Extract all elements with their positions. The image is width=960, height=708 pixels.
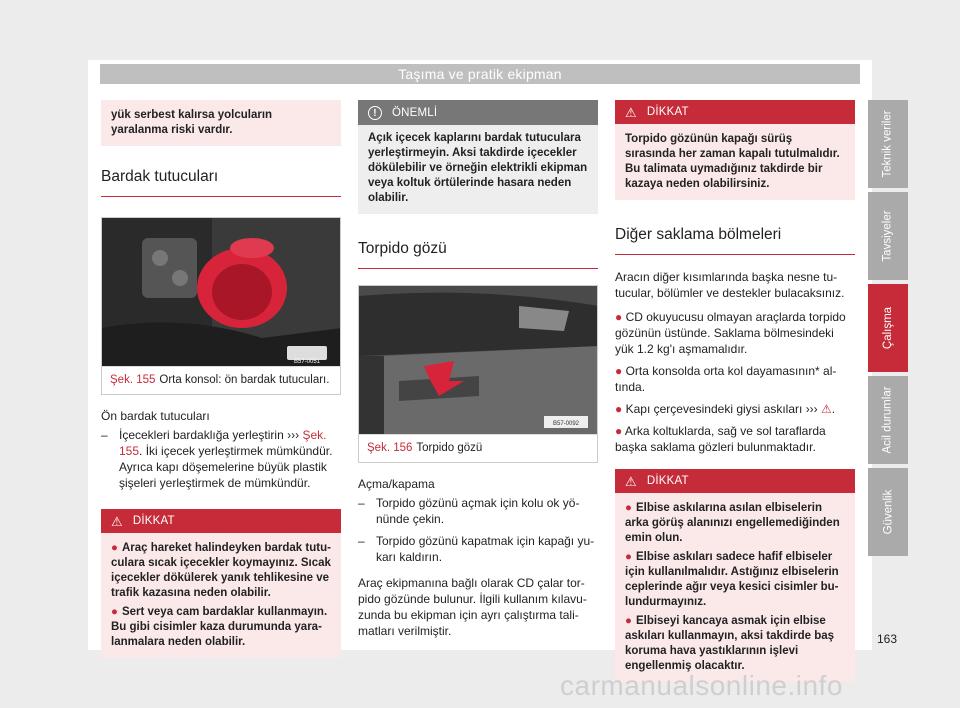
warning-title: DİKKAT	[132, 514, 175, 527]
figure-number: Şek. 155	[110, 374, 156, 386]
figure-caption-text: Orta konsol: ön bardak tutucuları.	[159, 374, 330, 386]
tab-acil-durumlar[interactable]: Acil durumlar	[868, 376, 908, 464]
watermark: carmanualsonline.info	[560, 670, 843, 701]
figure-caption	[359, 434, 597, 462]
bullet-item: ● Orta konsolda orta kol dayamasının* altında.	[615, 364, 837, 394]
section-title: Diğer saklama bölmeleri	[615, 226, 855, 255]
warning-header	[615, 100, 855, 124]
column-3	[615, 100, 855, 682]
glovebox-photo	[359, 286, 597, 434]
page-number: 163	[877, 632, 898, 646]
warning-box	[101, 509, 341, 658]
info-icon: !	[368, 106, 382, 120]
warning-title: DİKKAT	[646, 474, 689, 487]
tab-tavsiyeler[interactable]: Tavsiyeler	[868, 192, 908, 280]
list-item: – Torpido gözünü açmak için kolu ok yönünde çekin.	[358, 496, 580, 526]
section-title: Bardak tutucuları	[101, 168, 341, 197]
figure-code: B57-0092	[552, 421, 580, 427]
bullet-item: ● Arka koltuklarda, sağ ve sol taraflarda başka saklama gözleri bulunmaktadır.	[615, 424, 826, 454]
note-title: ÖNEMLİ	[392, 107, 438, 119]
tab-teknik-veriler[interactable]: Teknik veriler	[868, 100, 908, 188]
figure-156	[358, 285, 598, 463]
warning-box	[615, 100, 855, 200]
warning-continued	[101, 100, 341, 146]
paragraph: Araç ekipmanına bağlı olarak CD çalar torpido gözünde bulunur. İlgili kullanım kılavuzunda bu ekipman için ayrı çalıştırma talimatları verilmiştir.	[358, 576, 587, 638]
warning-bullet: ● Elbise askıları sadece hafif elbiseler için kullanılmalıdır. Astığınız elbiselerin ceplerinde ağır veya kesici cisimler bulundurmayınız.	[625, 551, 839, 608]
figure-caption	[102, 366, 340, 394]
warning-triangle-icon: ⚠	[625, 473, 637, 489]
warning-text: Torpido gözünün kapağı sürüş sırasında her zaman kapalı tutulmalıdır. Bu talimata uymadığınız takdirde bir kazaya neden olabilirsiniz.	[625, 133, 840, 190]
figure-link[interactable]: Şek. 155	[119, 428, 327, 458]
bullet-item: ● Kapı çerçevesindeki giysi askıları ››› ⚠.	[615, 402, 836, 416]
note-box	[358, 100, 598, 214]
figure-caption-text: Torpido gözü	[416, 442, 483, 454]
warning-link-icon[interactable]: ⚠	[821, 402, 832, 416]
figure-155	[101, 217, 341, 395]
note-header	[358, 101, 598, 125]
warning-header	[615, 469, 855, 493]
paragraph: Aracın diğer kısımlarında başka nesne tutucular, bölümler ve destekler bulacaksınız.	[615, 270, 845, 300]
warning-triangle-icon: ⚠	[111, 513, 123, 529]
subheading: Ön bardak tutucuları	[101, 409, 210, 423]
note-text: Açık içecek kaplarını bardak tutuculara yerleştirmeyin. Aksi takdirde içecekler dökülebilir ve örneğin elektrikli ekipman veya koltuk örtülerinde hasara neden olabilir.	[368, 132, 588, 204]
ref-arrow: ›››	[805, 402, 818, 416]
bullet-item: ● CD okuyucusu olmayan araçlarda torpido gözünün üstünde. Saklama bölmesindeki yük 1.2 kg'ı aşmamalıdır.	[615, 310, 846, 356]
warning-triangle-icon: ⚠	[625, 104, 637, 120]
warning-bullet: ● Araç hareket halindeyken bardak tutuculara sıcak içecekler koymayınız. Sıcak içecekler dökülerek yanık tehlikesine ve trafik kazasına neden olabilir.	[111, 542, 331, 599]
warning-header	[101, 509, 341, 533]
warning-text: yük serbest kalırsa yolcuların yaralanma riski vardır.	[111, 109, 273, 136]
figure-number: Şek. 156	[367, 442, 413, 454]
warning-title: DİKKAT	[646, 105, 689, 118]
subheading: Açma/kapama	[358, 477, 435, 491]
cupholder-photo	[102, 218, 340, 366]
item-text-rest: . İki içecek yerleştirmek mümkündür. Ayrıca kapı döşemelerine büyük plastik şişeleri yerleştirmek de mümkündür.	[119, 444, 333, 490]
page-header: Taşıma ve pratik ekipman	[100, 64, 860, 84]
chapter-tabs	[868, 100, 908, 560]
tab-guvenlik[interactable]: Güvenlik	[868, 468, 908, 556]
warning-bullet: ● Sert veya cam bardaklar kullanmayın. Bu gibi cisimler kaza durumunda yaralanmalara neden olabilir.	[111, 606, 328, 648]
list-item: – İçecekleri bardaklığa yerleştirin ››› Şek. 155. İki içecek yerleştirmek mümkündür. Ayrıca kapı döşemelerine büyük plastik şişeleri yerleştirmek de mümkündür.	[101, 428, 333, 490]
warning-bullet: ● Elbise askılarına asılan elbiselerin arka görüş alanınızı engellemediğinden emin olun.	[625, 502, 840, 544]
list-item: – Torpido gözünü kapatmak için kapağı yukarı kaldırın.	[358, 534, 595, 564]
item-text: İçecekleri bardaklığa yerleştirin	[119, 428, 284, 442]
column-1	[101, 100, 341, 658]
warning-bullet: ● Elbiseyi kancaya asmak için elbise askıları kullanmayın, aksi takdirde baş koruma hava yastıklarının işlevi engellenmiş olacaktır.	[625, 615, 835, 672]
warning-box	[615, 469, 855, 682]
ref-arrow: ›››	[287, 428, 300, 442]
tab-calisma[interactable]: Çalışma	[868, 284, 908, 372]
column-2	[358, 100, 598, 639]
figure-code: B57-0051	[293, 359, 321, 365]
section-title: Torpido gözü	[358, 240, 598, 269]
